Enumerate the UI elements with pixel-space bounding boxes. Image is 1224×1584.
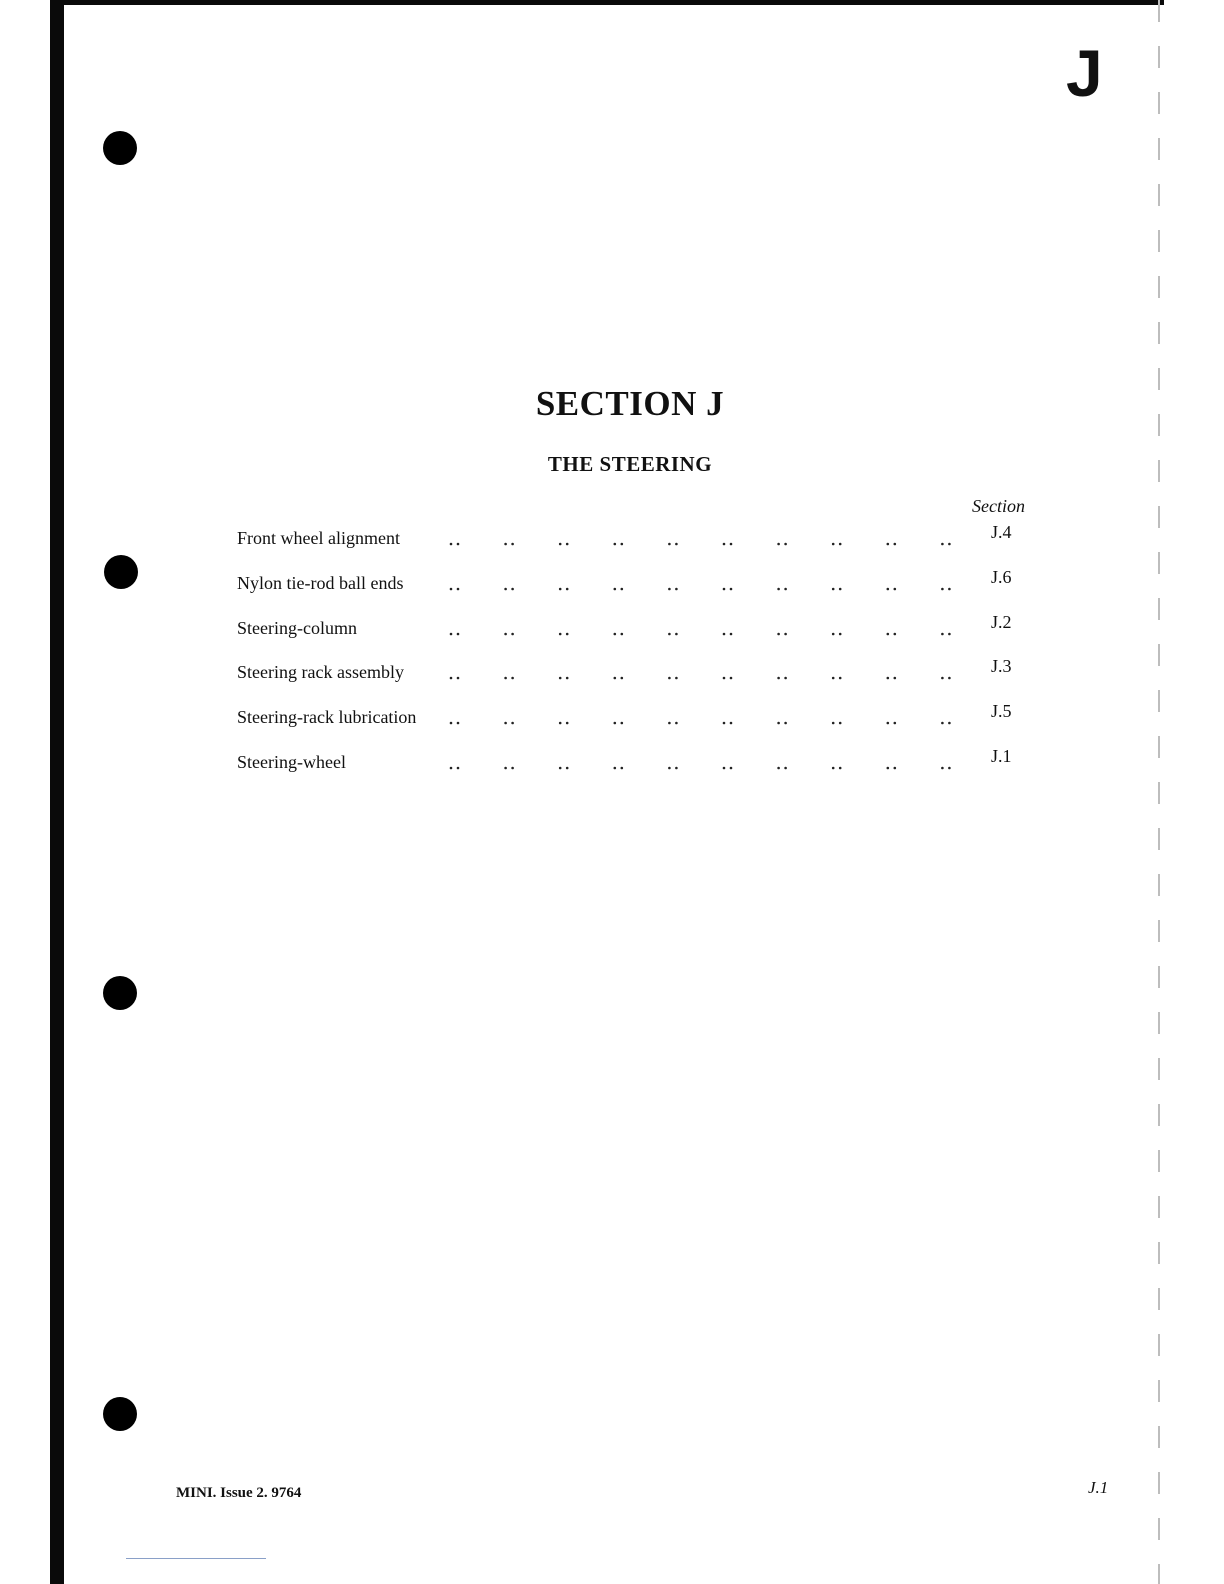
scan-artifact-line xyxy=(126,1558,266,1559)
leader-dots xyxy=(447,614,963,643)
toc-entry[interactable] xyxy=(237,567,1037,612)
page-edge-left xyxy=(50,0,64,1584)
punch-hole xyxy=(104,555,138,589)
toc-entry[interactable] xyxy=(237,656,1037,701)
table-of-contents xyxy=(237,522,1037,791)
toc-entry-label: Front wheel alignment xyxy=(237,528,400,548)
leader-dots xyxy=(447,569,963,598)
toc-entry-ref: J.2 xyxy=(991,611,1012,632)
toc-entry-ref: J.6 xyxy=(991,566,1012,587)
page-number: J.1 xyxy=(1088,1478,1109,1497)
toc-entry[interactable] xyxy=(237,701,1037,746)
punch-hole xyxy=(103,131,137,165)
section-column-header: Section xyxy=(972,496,1025,516)
punch-hole xyxy=(103,976,137,1010)
toc-entry-ref: J.4 xyxy=(991,522,1012,542)
punch-hole xyxy=(103,1397,137,1431)
footer-issue-info: MINI. Issue 2. 9764 xyxy=(176,1485,302,1501)
toc-entry-label: Steering-column xyxy=(237,617,357,638)
toc-entry-label: Steering rack assembly xyxy=(237,662,404,683)
toc-entry-ref: J.5 xyxy=(991,701,1012,722)
page-edge-right xyxy=(1158,0,1160,1584)
toc-entry-ref: J.3 xyxy=(991,656,1012,677)
leader-dots xyxy=(447,524,963,553)
toc-entry[interactable] xyxy=(237,746,1037,791)
page-title: SECTION J xyxy=(535,384,725,423)
toc-entry[interactable] xyxy=(237,522,1037,567)
leader-dots xyxy=(447,658,963,687)
leader-dots xyxy=(447,748,963,777)
toc-entry-label: Steering-wheel xyxy=(237,751,346,772)
toc-entry-label: Steering-rack lubrication xyxy=(237,707,417,728)
toc-entry[interactable] xyxy=(237,612,1037,657)
toc-entry-ref: J.1 xyxy=(991,745,1012,766)
page-edge-top xyxy=(50,0,1164,5)
page-subtitle: THE STEERING xyxy=(547,452,713,476)
toc-entry-label: Nylon tie-rod ball ends xyxy=(237,572,404,593)
leader-dots xyxy=(447,703,963,732)
section-tab-letter: J xyxy=(1066,36,1103,110)
